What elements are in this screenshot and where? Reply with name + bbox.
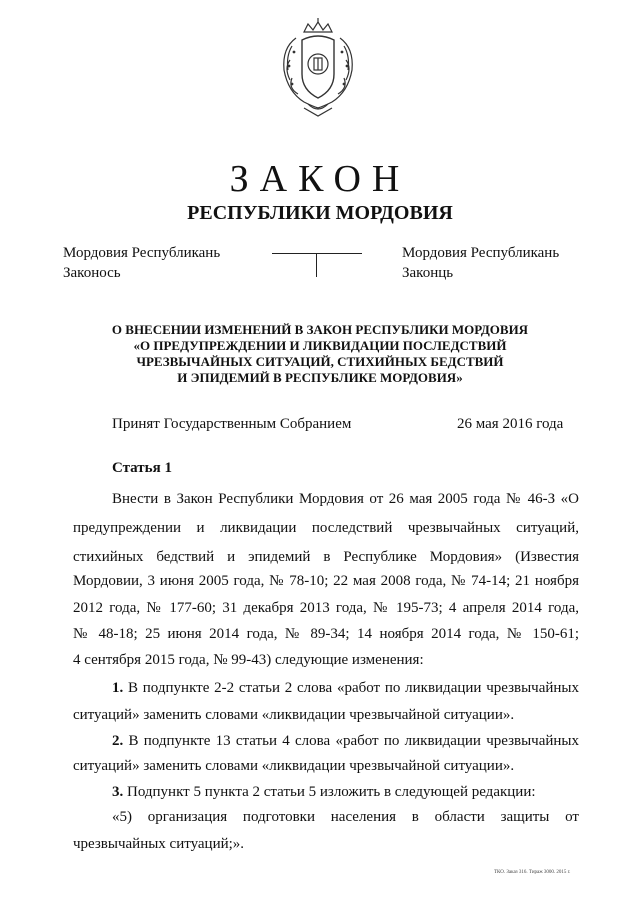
law-heading-line: «О ПРЕДУПРЕЖДЕНИИ И ЛИКВИДАЦИИ ПОСЛЕДСТВИЙ	[133, 338, 507, 353]
amendment-number: 2.	[112, 733, 124, 749]
amendment-number: 1.	[112, 680, 124, 696]
moksha-law-name	[402, 243, 559, 283]
amendment-text: В подпункте 2-2 статьи 2 слова «работ по ликвидации чрезвычайных	[128, 680, 579, 696]
article-intro-line: предупреждении и ликвидации последствий чрезвычайных ситуаций,	[73, 520, 579, 536]
print-note: ТКО. Заказ 316. Тираж 3000. 2015 г.	[494, 870, 571, 875]
law-heading-line: ЧРЕЗВЫЧАЙНЫХ СИТУАЦИЙ, СТИХИЙНЫХ БЕДСТВИЙ	[136, 354, 504, 369]
header-divider-horizontal	[272, 253, 362, 254]
law-heading-line: И ЭПИДЕМИЙ В РЕСПУБЛИКЕ МОРДОВИЯ»	[177, 370, 463, 385]
erzya-law-name	[63, 243, 220, 283]
amendment-number: 3.	[112, 784, 124, 800]
article-intro-line: 4 сентября 2015 года, № 99-43) следующие изменения:	[73, 652, 424, 668]
law-heading	[100, 322, 540, 386]
article-intro-line: 2012 года, № 177-60; 31 декабря 2013 года, № 195-73; 4 апреля 2014 года,	[73, 600, 579, 616]
accepted-date: 26 мая 2016 года	[457, 416, 564, 432]
law-title: ЗАКОН	[229, 158, 411, 200]
coat-of-arms-icon	[274, 18, 362, 118]
republic-title: РЕСПУБЛИКИ МОРДОВИЯ	[187, 202, 453, 224]
quoted-clause-cont: чрезвычайных ситуаций;».	[73, 836, 245, 852]
amendment-item-1	[112, 678, 579, 698]
erzya-law-name-line1: Мордовия Республикань	[63, 245, 221, 261]
erzya-law-name-line2: Законось	[63, 265, 121, 281]
article-intro-line: № 48-18; 25 июня 2014 года, № 89-34; 14 ноября 2014 года, № 150-61;	[73, 626, 579, 642]
accepted-by: Принят Государственным Собранием	[112, 416, 352, 432]
amendment-item-2-cont: ситуаций» заменить словами «ликвидации чрезвычайной ситуации».	[73, 758, 515, 774]
amendment-text: Подпункт 5 пункта 2 статьи 5 изложить в следующей редакции:	[127, 784, 536, 800]
article-intro-line: Мордовии, 3 июня 2005 года, № 78-10; 22 мая 2008 года, № 74-14; 21 ноября	[73, 573, 579, 589]
article-title: Статья 1	[112, 460, 172, 476]
amendment-item-3	[112, 782, 579, 802]
moksha-law-name-line1: Мордовия Республикань	[402, 245, 560, 261]
article-intro-line: стихийных бедствий и эпидемий в Республике Мордовия» (Известия	[73, 549, 579, 565]
header-divider-vertical	[316, 253, 317, 277]
moksha-law-name-line2: Законць	[402, 265, 454, 281]
amendment-item-2	[112, 731, 579, 751]
amendment-item-1-cont: ситуаций» заменить словами «ликвидации чрезвычайной ситуации».	[73, 707, 515, 723]
quoted-clause: «5) организация подготовки населения в области защиты от	[112, 809, 579, 825]
law-heading-line: О ВНЕСЕНИИ ИЗМЕНЕНИЙ В ЗАКОН РЕСПУБЛИКИ МОРДОВИЯ	[111, 322, 529, 337]
amendment-text: В подпункте 13 статьи 4 слова «работ по ликвидации чрезвычайных	[128, 733, 580, 749]
article-intro-line: Внести в Закон Республики Мордовия от 26 мая 2005 года № 46-З «О	[112, 491, 579, 507]
